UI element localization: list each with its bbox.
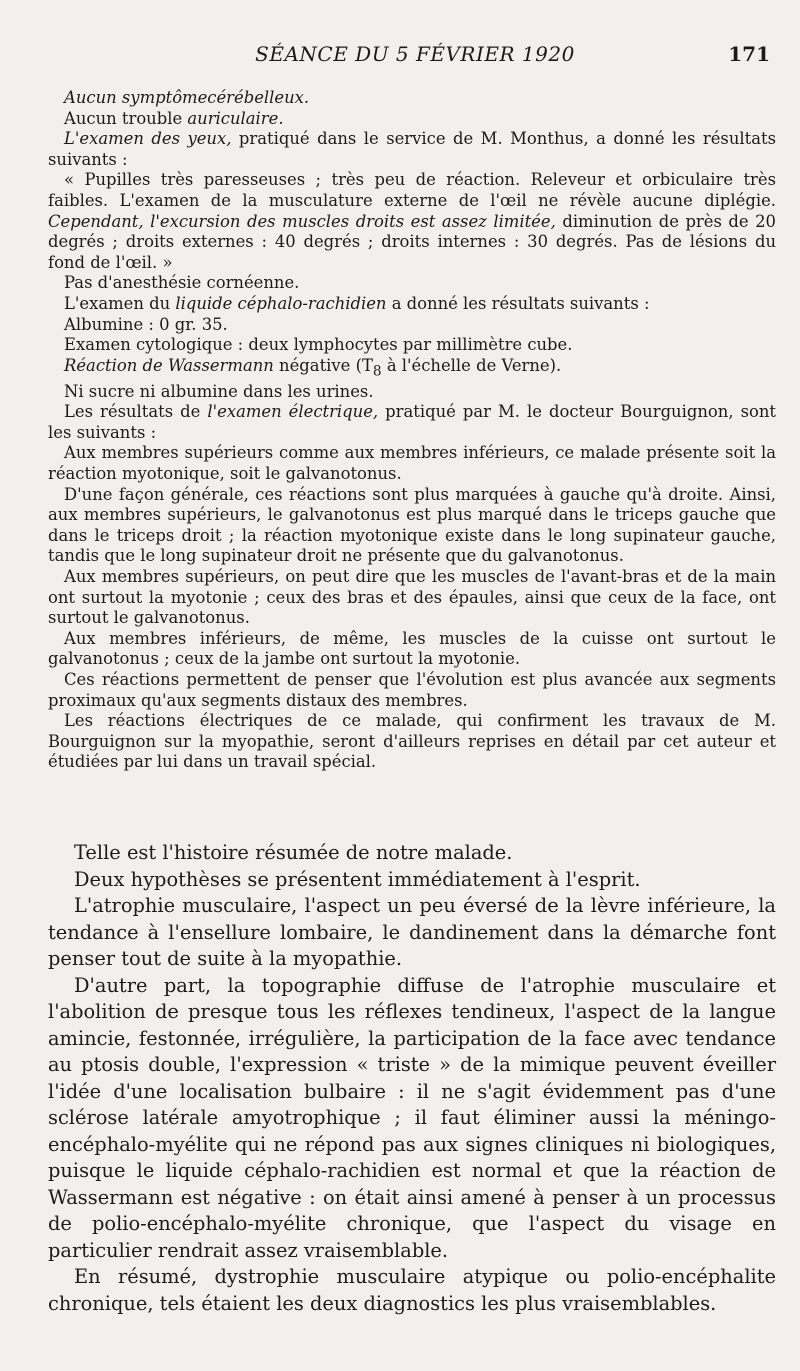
paragraph: Ni sucre ni albumine dans les urines.	[64, 381, 374, 401]
paragraph: Pas d'anesthésie cornéenne.	[64, 273, 300, 293]
paragraph: L'examen des yeux, pratiqué dans le service de M. Monthus, a donné les résultats suivants :	[48, 129, 776, 169]
paragraph: « Pupilles très paresseuses ; très peu de réaction. Releveur et orbiculaire très faibles. L'examen de la musculature externe de l'œil ne révèle aucune diplégie. Cependant, l'excursion des muscles droits est assez limitée, diminution de près de 20 degrés ; droits externes : 40 degrés ; droits internes : 30 degrés. Pas de lésions du fond de l'œil. »	[48, 170, 776, 272]
paragraph: D'autre part, la topographie diffuse de l'atrophie musculaire et l'abolition de presque tous les réflexes tendineux, l'aspect de la langue amincie, festonnée, irrégulière, la participation de la face avec tendance au ptosis double, l'expression « triste » de la mimique peuvent éveiller l'idée d'une localisation bulbaire : il ne s'agit évidemment pas d'une sclérose latérale amyotrophique ; il faut éliminer aussi la méningo-encéphalo-myélite qui ne répond pas aux signes cliniques ni biologiques, puisque le liquide céphalo-rachidien est normal et que la réaction de Wassermann est négative : on était ainsi amené à penser à un processus de polio-encéphalo-myélite chronique, que l'aspect du visage en particulier rendrait assez vraisemblable.	[48, 973, 776, 1262]
paragraph: D'une façon générale, ces réactions sont plus marquées à gauche qu'à droite. Ainsi, aux membres supérieurs, le galvanotonus est plus marqué dans le triceps gauche que dans le triceps droit ; la réaction myotonique existe dans le long supinateur gauche, tandis que le long supinateur droit ne présente que du galvanotonus.	[48, 484, 776, 566]
paragraph: L'examen du liquide céphalo-rachidien a donné les résultats suivants :	[64, 293, 650, 313]
paragraph: L'atrophie musculaire, l'aspect un peu éversé de la lèvre inférieure, la tendance à l'ensellure lombaire, le dandinement dans la démarche font penser tout de suite à la myopathie.	[48, 894, 776, 970]
page-header	[60, 42, 770, 72]
paragraph: Aucun trouble auriculaire.	[64, 108, 284, 128]
paragraph: En résumé, dystrophie musculaire atypique ou polio-encéphalite chronique, tels étaient les deux diagnostics les plus vraisemblables.	[48, 1265, 776, 1315]
paragraph: Ces réactions permettent de penser que l'évolution est plus avancée aux segments proximaux qu'aux segments distaux des membres.	[48, 669, 776, 710]
paragraph: Les réactions électriques de ce malade, qui confirment les travaux de M. Bourguignon sur la myopathie, seront d'ailleurs reprises en détail par cet auteur et étudiées par lui dans un travail spécial.	[48, 711, 776, 772]
discussion-section	[48, 840, 776, 1317]
paragraph: Aux membres inférieurs, de même, les muscles de la cuisse ont surtout le galvanotonus ; ceux de la jambe ont surtout la myotonie.	[48, 628, 776, 669]
running-title: SÉANCE DU 5 FÉVRIER 1920	[255, 42, 575, 66]
paragraph: Aux membres supérieurs comme aux membres inférieurs, ce malade présente soit la réaction myotonique, soit le galvanotonus.	[48, 443, 776, 483]
clinical-findings-section	[48, 88, 776, 773]
paragraph: Examen cytologique : deux lymphocytes par millimètre cube.	[64, 335, 573, 355]
paragraph: Telle est l'histoire résumée de notre malade.	[74, 841, 513, 864]
paragraph: Les résultats de l'examen électrique, pratiqué par M. le docteur Bourguignon, sont les suivants :	[48, 402, 776, 442]
paragraph: Deux hypothèses se présentent immédiatement à l'esprit.	[74, 867, 641, 891]
paragraph: Aucun symptômecérébelleux.	[64, 88, 310, 107]
paragraph: Albumine : 0 gr. 35.	[64, 314, 228, 334]
paragraph: Aux membres supérieurs, on peut dire que les muscles de l'avant-bras et de la main ont surtout la myotonie ; ceux des bras et des épaules, ainsi que ceux de la face, ont surtout le galvanotonus.	[48, 566, 776, 628]
page-number: 171	[728, 42, 770, 66]
paragraph: Réaction de Wassermann négative ($T_8$ à l'échelle de Verne).	[64, 355, 562, 379]
